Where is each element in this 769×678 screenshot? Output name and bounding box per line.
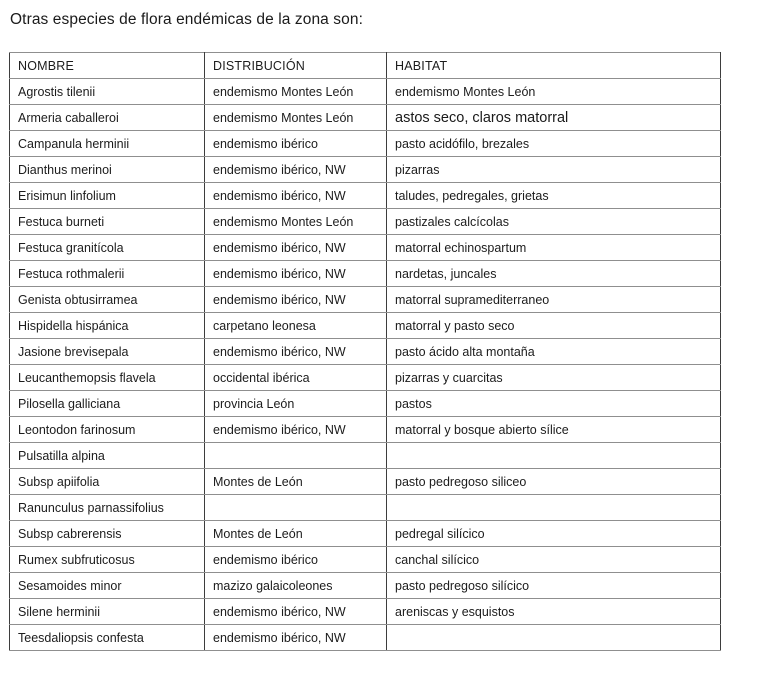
cell-distribucion: endemismo ibérico, NW	[205, 625, 387, 651]
table-row	[10, 625, 721, 651]
cell-distribucion: endemismo Montes León	[205, 105, 387, 131]
table-header-row	[10, 53, 721, 79]
cell-nombre: Rumex subfruticosus	[10, 547, 205, 573]
column-header-nombre: NOMBRE	[10, 53, 205, 79]
cell-distribucion: endemismo Montes León	[205, 209, 387, 235]
cell-distribucion: endemismo ibérico, NW	[205, 417, 387, 443]
table-row	[10, 209, 721, 235]
cell-habitat: pastizales calcícolas	[387, 209, 721, 235]
cell-nombre: Hispidella hispánica	[10, 313, 205, 339]
cell-distribucion: endemismo Montes León	[205, 79, 387, 105]
table-row	[10, 417, 721, 443]
cell-habitat: canchal silícico	[387, 547, 721, 573]
cell-nombre: Festuca granitícola	[10, 235, 205, 261]
cell-habitat	[387, 625, 721, 651]
cell-distribucion: endemismo ibérico, NW	[205, 157, 387, 183]
cell-nombre: Pulsatilla alpina	[10, 443, 205, 469]
cell-distribucion: endemismo ibérico, NW	[205, 287, 387, 313]
cell-nombre: Festuca rothmalerii	[10, 261, 205, 287]
column-header-distribucion: DISTRIBUCIÓN	[205, 53, 387, 79]
cell-distribucion	[205, 495, 387, 521]
page-title: Otras especies de flora endémicas de la zona son:	[10, 11, 363, 28]
table-row	[10, 573, 721, 599]
cell-nombre: Jasione brevisepala	[10, 339, 205, 365]
cell-habitat: matorral y bosque abierto sílice	[387, 417, 721, 443]
cell-nombre: Erisimun linfolium	[10, 183, 205, 209]
cell-habitat: pastos	[387, 391, 721, 417]
table-row	[10, 235, 721, 261]
table-row	[10, 339, 721, 365]
cell-habitat: pizarras	[387, 157, 721, 183]
cell-habitat: pasto ácido alta montaña	[387, 339, 721, 365]
cell-habitat	[387, 443, 721, 469]
table-row	[10, 105, 721, 131]
cell-nombre: Sesamoides minor	[10, 573, 205, 599]
table-row	[10, 547, 721, 573]
cell-nombre: Pilosella galliciana	[10, 391, 205, 417]
cell-nombre: Armeria caballeroi	[10, 105, 205, 131]
cell-habitat: nardetas, juncales	[387, 261, 721, 287]
cell-distribucion: endemismo ibérico, NW	[205, 261, 387, 287]
cell-distribucion: mazizo galaicoleones	[205, 573, 387, 599]
cell-habitat: endemismo Montes León	[387, 79, 721, 105]
cell-nombre: Leucanthemopsis flavela	[10, 365, 205, 391]
cell-habitat: areniscas y esquistos	[387, 599, 721, 625]
cell-distribucion: provincia León	[205, 391, 387, 417]
cell-habitat: pedregal silícico	[387, 521, 721, 547]
cell-habitat: matorral echinospartum	[387, 235, 721, 261]
table-row	[10, 443, 721, 469]
cell-habitat: pasto pedregoso siliceo	[387, 469, 721, 495]
cell-habitat	[387, 495, 721, 521]
table-row	[10, 287, 721, 313]
table-row	[10, 495, 721, 521]
cell-habitat: taludes, pedregales, grietas	[387, 183, 721, 209]
table-row	[10, 131, 721, 157]
cell-habitat: astos seco, claros matorral	[387, 105, 721, 131]
table-row	[10, 521, 721, 547]
cell-distribucion: endemismo ibérico, NW	[205, 599, 387, 625]
column-header-habitat: HABITAT	[387, 53, 721, 79]
table-row	[10, 261, 721, 287]
cell-nombre: Campanula herminii	[10, 131, 205, 157]
table-row	[10, 391, 721, 417]
cell-nombre: Dianthus merinoi	[10, 157, 205, 183]
cell-distribucion	[205, 443, 387, 469]
cell-distribucion: endemismo ibérico	[205, 131, 387, 157]
cell-nombre: Agrostis tilenii	[10, 79, 205, 105]
cell-distribucion: Montes de León	[205, 521, 387, 547]
table-row	[10, 79, 721, 105]
cell-nombre: Festuca burneti	[10, 209, 205, 235]
cell-nombre: Silene herminii	[10, 599, 205, 625]
table-row	[10, 599, 721, 625]
cell-nombre: Subsp cabrerensis	[10, 521, 205, 547]
cell-distribucion: occidental ibérica	[205, 365, 387, 391]
cell-nombre: Leontodon farinosum	[10, 417, 205, 443]
table-row	[10, 313, 721, 339]
table-row	[10, 365, 721, 391]
cell-habitat: pizarras y cuarcitas	[387, 365, 721, 391]
cell-distribucion: carpetano leonesa	[205, 313, 387, 339]
cell-habitat: matorral y pasto seco	[387, 313, 721, 339]
flora-species-table	[9, 52, 721, 651]
cell-distribucion: Montes de León	[205, 469, 387, 495]
cell-nombre: Genista obtusirramea	[10, 287, 205, 313]
cell-nombre: Subsp apiifolia	[10, 469, 205, 495]
table-row	[10, 183, 721, 209]
cell-habitat: pasto pedregoso silícico	[387, 573, 721, 599]
cell-nombre: Ranunculus parnassifolius	[10, 495, 205, 521]
table-row	[10, 157, 721, 183]
cell-distribucion: endemismo ibérico	[205, 547, 387, 573]
cell-distribucion: endemismo ibérico, NW	[205, 235, 387, 261]
table-row	[10, 469, 721, 495]
cell-nombre: Teesdaliopsis confesta	[10, 625, 205, 651]
cell-distribucion: endemismo ibérico, NW	[205, 183, 387, 209]
table-body	[10, 79, 721, 651]
cell-distribucion: endemismo ibérico, NW	[205, 339, 387, 365]
cell-habitat: matorral supramediterraneo	[387, 287, 721, 313]
cell-habitat: pasto acidófilo, brezales	[387, 131, 721, 157]
